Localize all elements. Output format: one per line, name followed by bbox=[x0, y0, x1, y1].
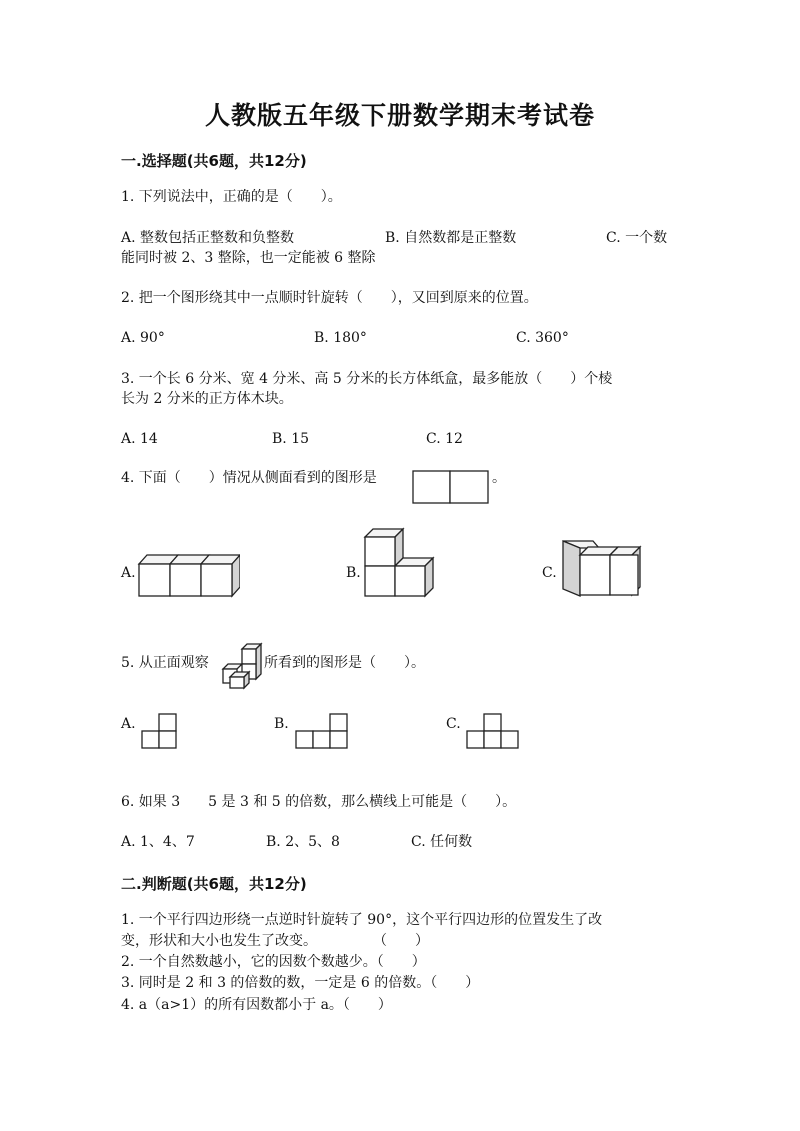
q4-stem: 4. 下面（ ）情况从侧面看到的图形是 bbox=[121, 470, 377, 486]
q1-option-c: C. 一个数 bbox=[606, 230, 668, 246]
q2-option-c: C. 360° bbox=[516, 330, 569, 346]
q3-option-a: A. 14 bbox=[121, 431, 158, 447]
q5-option-c-figure bbox=[465, 713, 520, 750]
judge-q3: 3. 同时是 2 和 3 的倍数的数，一定是 6 的倍数。（ ） bbox=[121, 975, 480, 991]
q6-option-c: C. 任何数 bbox=[411, 834, 473, 850]
q5-stem-start: 5. 从正面观察 bbox=[121, 655, 209, 671]
q5-option-a-label: A. bbox=[121, 716, 136, 732]
judge-q4: 4. a（a>1）的所有因数都小于 a。（ ） bbox=[121, 997, 392, 1013]
q5-solid-figure bbox=[220, 641, 264, 691]
q4-stem-end: 。 bbox=[492, 470, 506, 486]
q6-option-b: B. 2、5、8 bbox=[266, 834, 340, 850]
judge-q1-line1: 1. 一个平行四边形绕一点逆时针旋转了 90°，这个平行四边形的位置发生了改 bbox=[121, 912, 603, 928]
q2-option-a: A. 90° bbox=[121, 330, 165, 346]
exam-title: 人教版五年级下册数学期末考试卷 bbox=[204, 101, 595, 130]
q5-stem-end: 所看到的图形是（ ）。 bbox=[264, 655, 425, 671]
q2-option-b: B. 180° bbox=[314, 330, 367, 346]
q4-option-a-figure bbox=[136, 552, 240, 598]
q3-stem-line2: 长为 2 分米的正方体木块。 bbox=[121, 391, 293, 407]
q3-option-b: B. 15 bbox=[272, 431, 310, 447]
q5-option-a-figure bbox=[140, 713, 178, 750]
q5-option-b-figure bbox=[294, 713, 349, 750]
q4-side-view-figure bbox=[412, 470, 490, 504]
judge-q1-line2: 变，形状和大小也发生了改变。 （ ） bbox=[121, 933, 429, 949]
q3-option-c: C. 12 bbox=[426, 431, 463, 447]
q6-option-a: A. 1、4、7 bbox=[121, 834, 195, 850]
q1-option-a: A. 整数包括正整数和负整数 bbox=[121, 230, 295, 246]
q4-option-c-label: C. bbox=[542, 565, 557, 581]
q1-option-b: B. 自然数都是正整数 bbox=[385, 230, 517, 246]
q4-option-b-figure bbox=[362, 526, 436, 598]
q5-option-b-label: B. bbox=[274, 716, 289, 732]
q3-stem-line1: 3. 一个长 6 分米、宽 4 分米、高 5 分米的长方体纸盒，最多能放（ ）个棱 bbox=[121, 371, 613, 387]
q5-option-c-label: C. bbox=[446, 716, 461, 732]
q1-stem: 1. 下列说法中，正确的是（ ）。 bbox=[121, 189, 342, 205]
section-1-heading: 一.选择题(共6题，共12分) bbox=[121, 152, 307, 170]
q4-option-a-label: A. bbox=[121, 565, 136, 581]
q4-option-c-figure bbox=[560, 538, 642, 600]
section-2-heading: 二.判断题(共6题，共12分) bbox=[121, 875, 307, 893]
q6-stem: 6. 如果 3 5 是 3 和 5 的倍数，那么横线上可能是（ ）。 bbox=[121, 794, 517, 810]
q2-stem: 2. 把一个图形绕其中一点顺时针旋转（ ），又回到原来的位置。 bbox=[121, 290, 538, 306]
judge-q2: 2. 一个自然数越小，它的因数个数越少。（ ） bbox=[121, 954, 426, 970]
q1-option-c-continued: 能同时被 2、3 整除，也一定能被 6 整除 bbox=[121, 250, 376, 266]
q4-option-b-label: B. bbox=[346, 565, 361, 581]
